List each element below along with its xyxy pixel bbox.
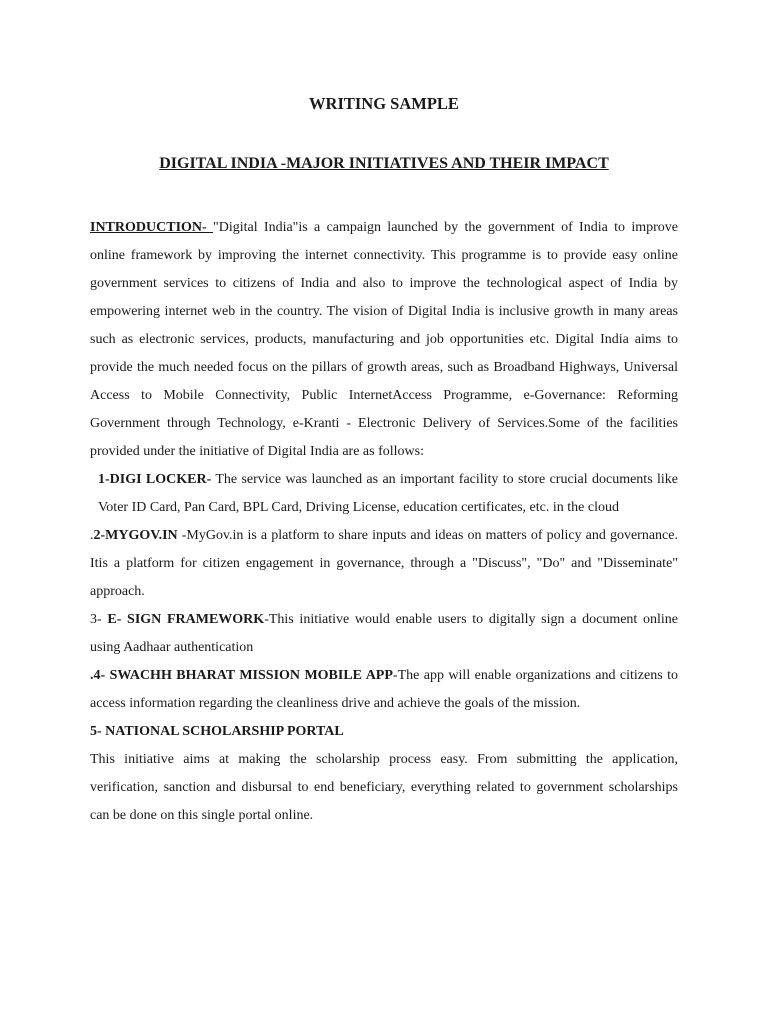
item-mygov [90,522,678,606]
document-body [90,214,678,830]
item-prefix: . [90,528,94,543]
intro-paragraph [90,214,678,466]
item-text: -MyGov.in is a platform to share inputs and ideas on matters of policy and governance. Itis a platform for citizen engagement in governance, through a "Discuss", "Do" and "Disseminate" approach. [90,528,678,599]
item-label: .4- SWACHH BHARAT MISSION MOBILE APP [90,668,393,683]
item-text: -The app will enable organizations and citizens to access information regarding the cleanliness drive and achieve the goals of the mission. [90,668,678,711]
item-scholarship-heading [90,718,678,746]
item-esign [90,606,678,662]
item-text: -This initiative would enable users to digitally sign a document online using Aadhaar authentication [90,612,678,655]
scholarship-paragraph: This initiative aims at making the scholarship process easy. From submitting the application, verification, sanction and disbursal to end beneficiary, everything related to government scholarships can be done on this single portal online. [90,752,678,823]
item-digi-locker [90,466,678,522]
item-label: 5- NATIONAL SCHOLARSHIP PORTAL [90,724,344,739]
item-swachh-bharat [90,662,678,718]
intro-label: INTRODUCTION- [90,220,213,235]
page-heading: WRITING SAMPLE [309,94,459,113]
item-label: 2-MYGOV.IN [93,528,178,543]
intro-text: "Digital India"is a campaign launched by the government of India to improve online framework by improving the internet connectivity. This programme is to provide easy online government services to citizens of India and also to improve the technological aspect of India by empowering internet web in the country. The vision of Digital India is inclusive growth in many areas such as electronic services, products, manufacturing and job opportunities etc. Digital India aims to provide the much needed focus on the pillars of growth areas, such as Broadband Highways, Universal Access to Mobile Connectivity, Public InternetAccess Programme, e-Governance: Reforming Government through Technology, e-Kranti - Electronic Delivery of Services.Some of the facilities provided under the initiative of Digital India are as follows: [90,220,678,459]
item-prefix: 3- [90,612,108,627]
item-label: 1-DIGI LOCKER- [98,472,212,487]
item-label: E- SIGN FRAMEWORK [107,612,265,627]
document-title: DIGITAL INDIA -MAJOR INITIATIVES AND THEIR IMPACT [159,155,609,172]
item-text: The service was launched as an important facility to store crucial documents like Voter ID Card, Pan Card, BPL Card, Driving License, education certificates, etc. in the cloud [98,472,678,515]
